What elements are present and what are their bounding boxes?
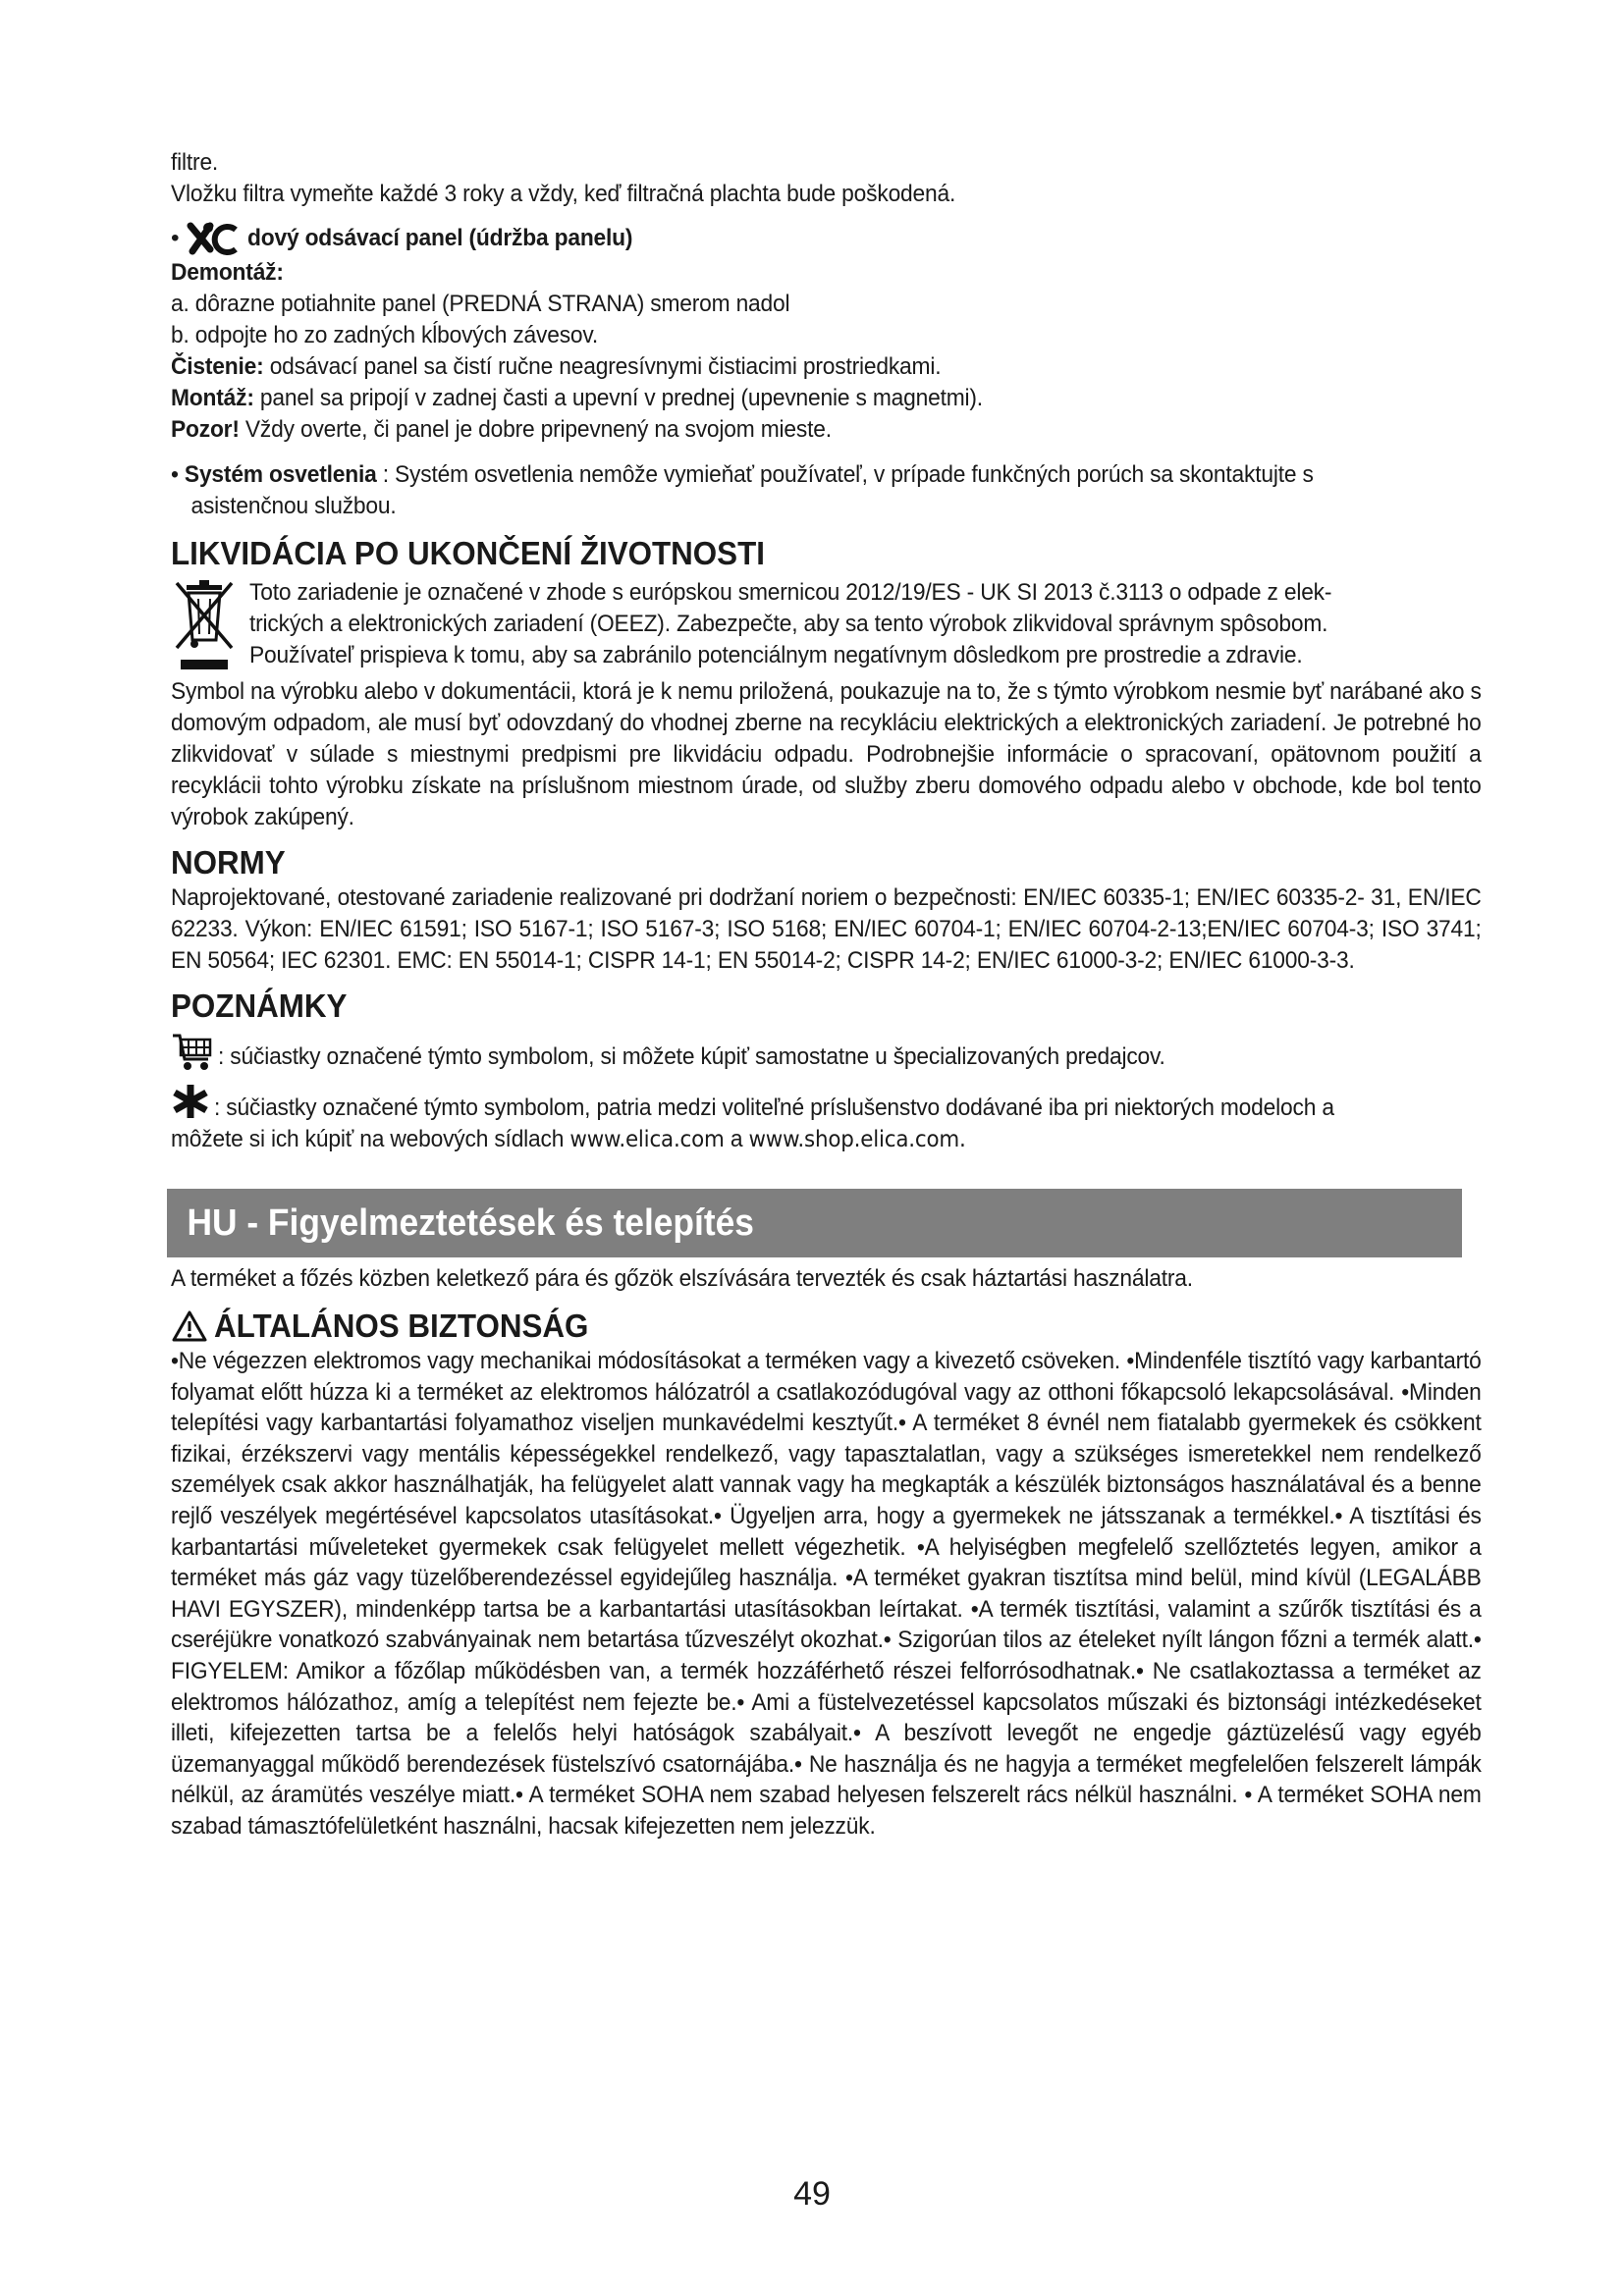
lighting-line2: asistenčnou službou. bbox=[190, 493, 397, 519]
montaz-line bbox=[171, 383, 1482, 414]
hu-section-band bbox=[167, 1189, 1462, 1257]
sk-cont-line1: filtre. bbox=[171, 149, 219, 176]
page-content bbox=[171, 147, 1482, 1842]
star-note-text: : súčiastky označené týmto symbolom, patria medzi voliteľné príslušenstvo dodávané iba pri niektorých modeloch a bbox=[214, 1095, 1334, 1121]
montaz-text: panel sa pripojí v zadnej časti a upevní v prednej (upevnenie s magnetmi). bbox=[253, 385, 983, 411]
step-a: a. dôrazne potiahnite panel (PREDNÁ STRANA) smerom nadol bbox=[171, 291, 790, 317]
elica-link[interactable]: www.elica.com bbox=[569, 1127, 725, 1152]
pozor-text: Vždy overte, či panel je dobre pripevnený na svojom mieste. bbox=[239, 416, 832, 443]
cistenie-text: odsávací panel sa čistí ručne neagresívnymi čistiacimi prostriedkami. bbox=[263, 353, 942, 380]
lighting-line: • Systém osvetlenia : Systém osvetlenia nemôže vymieňať používateľ, v prípade funkčných porúch sa skontaktujte s bbox=[171, 461, 1314, 488]
safety-title: ÁLTALÁNOS BIZTONSÁG bbox=[214, 1308, 589, 1344]
star-note bbox=[171, 1083, 1482, 1124]
lighting-text: : Systém osvetlenia nemôže vymieňať používateľ, v prípade funkčných porúch sa skontaktujte s bbox=[376, 461, 1314, 488]
asterisk-icon bbox=[171, 1083, 210, 1122]
weee-line3: Používateľ prispieva k tomu, aby sa zabránilo potenciálnym negatívnym dôsledkom pre prostredie a zdravie. bbox=[249, 642, 1303, 668]
cistenie-line bbox=[171, 351, 1482, 383]
demontaz-label: Demontáž: bbox=[171, 259, 284, 286]
warning-icon bbox=[171, 1309, 208, 1343]
page-number: 49 bbox=[793, 2175, 831, 2213]
weee-bin-icon bbox=[171, 577, 242, 676]
weee-block bbox=[171, 577, 1482, 676]
safety-para: •Ne végezzen elektromos vagy mechanikai módosításokat a terméken vagy a kivezető csöveken. •Mindenféle tisztító vagy karbantartó folyamat előtt húzza ki a terméket az elektromos hálózatról a csatlakozódugóval vagy az otthoni főkapcsoló lekapcsolásával. •Minden telepítési vagy karbantartási folyamathoz viseljen munkavédelmi kesztyűt.• A terméket 8 évnél nem fiatalabb gyermekek és csökkent fizikai, érzékszervi vagy mentális képességekkel rendelkező, vagy tapasztalatlan, vagy a szükséges ismeretekkel nem rendelkező személyek csak akkor használhatják, ha felügyelet alatt vannak vagy ha megkapták a készülék biztonságos használatával és a benne rejlő veszélyek megértésével kapcsolatos utasításokat.• Ügyeljen arra, hogy a gyermekek ne játsszanak a termékkel.• A tisztítási és karbantartási műveleteket gyermekek csak felügyelet mellett végezhetik. •A helyiségben megfelelő szellőztetés legyen, amikor a terméket más gáz vagy tüzelőberendezéssel egyidejűleg használja. •A terméket gyakran tisztítsa mind belül, mind kívül (LEGALÁBB HAVI EGYSZER), mindenképp tartsa be a karbantartási utasításokban leírtakat. •A termék tisztítási, valamint a szűrők tisztítási és a cseréjükre vonatkozó szabványainak nem betartása tűzveszélyt okozhat.• Szigorúan tilos az ételeket nyílt lángon főzni a termék alatt.• FIGYELEM: Amikor a főzőlap működésben van, a termék hozzáférhető részei felforrósodhatnak.• Ne csatlakoztassa a terméket az elektromos hálózathoz, amíg a telepítést nem fejezte be.• Ami a füstelvezetéssel kapcsolatos műszaki és biztonsági intézkedéseket illeti, kifejezetten tartsa be a felelős helyi hatóságok szabályait.• A beszívott levegőt ne engedje gáztüzelésű vagy egyéb üzemanyaggal működő berendezések füstelszívó csatornájába.• Ne használja és ne hagyja a terméket megfelelően felszerelt lámpák nélkül, az áramütés veszélye miatt.• A terméket SOHA nem szabad helyesen felszerelt rács nélkül használni. • A terméket SOHA nem szabad támasztófelületként használni, hacsak kifejezetten nem jelezzük. bbox=[171, 1348, 1482, 1840]
cart-icon bbox=[171, 1030, 214, 1073]
perimeter-title: dový odsávací panel (údržba panelu) bbox=[247, 225, 633, 251]
disposal-para: Symbol na výrobku alebo v dokumentácii, ktorá je k nemu priložená, poukazuje na to, že s týmto výrobkom nesmie byť narábané ako s domovým odpadom, ale musí byť odovzdaný do vhodnej zberne na recykláciu elektrických a elektronických zariadení. Je potrebné ho zlikvidovať v súlade s miestnymi predpismi pre likvidáciu odpadu. Podrobnejšie informácie o spracovaní, opätovnom použití a recyklácii tohto výrobku získate na príslušnom miestnom úrade, od služby zberu domového odpadu alebo v obchode, kde bol tento výrobok zakúpený. bbox=[171, 678, 1482, 830]
sk-cont-line2: Vložku filtra vymeňte každé 3 roky a vždy, keď filtračná plachta bude poškodená. bbox=[171, 181, 956, 207]
cart-note-text: : súčiastky označené týmto symbolom, si môžete kúpiť samostatne u špecializovaných predajcov. bbox=[218, 1043, 1165, 1070]
star-note-mid: a bbox=[724, 1126, 749, 1152]
hu-band-title: HU - Figyelmeztetések és telepítés bbox=[187, 1201, 754, 1244]
step-b: b. odpojte ho zo zadných kĺbových závesov. bbox=[171, 322, 599, 348]
pozor-label: Pozor! bbox=[171, 416, 240, 443]
star-note-line2 bbox=[171, 1124, 1482, 1155]
lighting-label: Systém osvetlenia bbox=[184, 461, 377, 488]
star-note-pre: môžete si ich kúpiť na webových sídlach bbox=[171, 1126, 570, 1152]
norms-title: NORMY bbox=[171, 844, 286, 881]
tools-icon bbox=[185, 220, 247, 257]
elica-shop-link[interactable]: www.shop.elica.com. bbox=[748, 1127, 966, 1152]
pozor-line bbox=[171, 414, 1482, 446]
montaz-label: Montáž: bbox=[171, 385, 254, 411]
cistenie-label: Čistenie: bbox=[171, 353, 264, 380]
disposal-title: LIKVIDÁCIA PO UKONČENÍ ŽIVOTNOSTI bbox=[171, 535, 765, 571]
safety-title-row bbox=[171, 1307, 1482, 1346]
weee-line1: Toto zariadenie je označené v zhode s európskou smernicou 2012/19/ES - UK SI 2013 č.3113 o odpade z elek- bbox=[249, 579, 1332, 606]
perimeter-title-row: • dový odsávací panel (údržba panelu) bbox=[171, 220, 1482, 257]
norms-para: Naprojektované, otestované zariadenie realizované pri dodržaní noriem o bezpečnosti: EN/IEC 60335-1; EN/IEC 60335-2- 31, EN/IEC 62233. Výkon: EN/IEC 61591; ISO 5167-1; ISO 5167-3; ISO 5168; EN/IEC 60704-1; EN/IEC 60704-2-13;EN/IEC 60704-3; ISO 3741; EN 50564; IEC 62301. EMC: EN 55014-1; CISPR 14-1; EN 55014-2; CISPR 14-2; EN/IEC 61000-3-2; EN/IEC 61000-3-3. bbox=[171, 884, 1482, 974]
weee-line2: trických a elektronických zariadení (OEEZ). Zabezpečte, aby sa tento výrobok zlikvidoval správnym spôsobom. bbox=[249, 611, 1328, 637]
cart-note bbox=[171, 1030, 1482, 1073]
notes-title: POZNÁMKY bbox=[171, 988, 348, 1024]
hu-intro: A terméket a főzés közben keletkező pára és gőzök elszívására tervezték és csak háztartási használatra. bbox=[171, 1265, 1193, 1292]
